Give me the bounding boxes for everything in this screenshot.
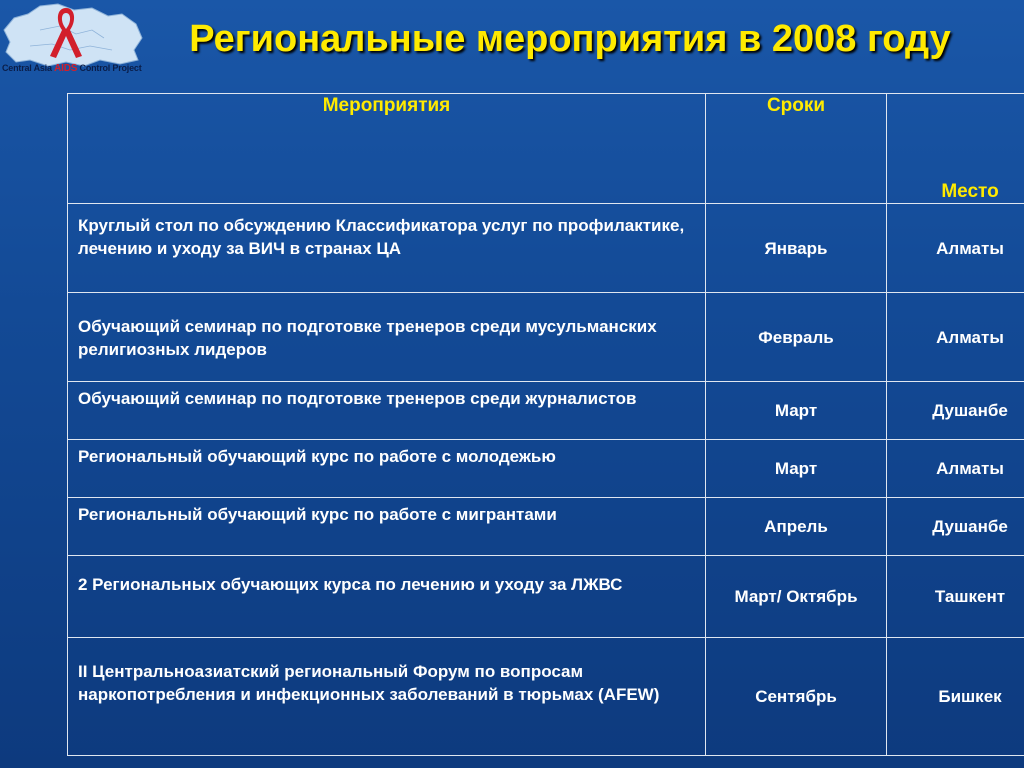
- header-dates: Сроки: [706, 94, 887, 204]
- header-place: Место: [887, 94, 1024, 204]
- date-cell: Март: [706, 440, 887, 498]
- place-cell: Ташкент: [887, 556, 1024, 638]
- event-cell: Региональный обучающий курс по работе с мигрантами: [68, 498, 706, 556]
- table-row: [68, 293, 1024, 382]
- place-cell: Душанбе: [887, 382, 1024, 440]
- date-cell: Март/ Октябрь: [706, 556, 887, 638]
- table-row: [68, 498, 1024, 556]
- place-cell: Бишкек: [887, 638, 1024, 756]
- date-cell: Сентябрь: [706, 638, 887, 756]
- place-cell: Алматы: [887, 204, 1024, 293]
- date-cell: Март: [706, 382, 887, 440]
- header-events: Мероприятия: [68, 94, 706, 204]
- table-row: [68, 556, 1024, 638]
- event-cell: 2 Региональных обучающих курса по лечению и уходу за ЛЖВС: [68, 556, 706, 638]
- event-cell: Обучающий семинар по подготовке тренеров среди журналистов: [68, 382, 706, 440]
- table-header-row: [68, 94, 1024, 204]
- place-cell: Душанбе: [887, 498, 1024, 556]
- page-title: Региональные мероприятия в 2008 году: [189, 18, 951, 60]
- logo: [0, 0, 148, 84]
- place-cell: Алматы: [887, 293, 1024, 382]
- logo-caption-prefix: Central Asia: [2, 63, 52, 73]
- events-table: [67, 93, 1024, 756]
- table-row: [68, 382, 1024, 440]
- date-cell: Апрель: [706, 498, 887, 556]
- date-cell: Январь: [706, 204, 887, 293]
- place-cell: Алматы: [887, 440, 1024, 498]
- logo-caption-aids: AIDS: [54, 63, 78, 74]
- date-cell: Февраль: [706, 293, 887, 382]
- event-cell: Обучающий семинар по подготовке тренеров среди мусульманских религиозных лидеров: [68, 293, 706, 382]
- event-cell: Региональный обучающий курс по работе с молодежью: [68, 440, 706, 498]
- table-row: [68, 204, 1024, 293]
- logo-caption: [2, 63, 142, 74]
- table-row: [68, 638, 1024, 756]
- table-row: [68, 440, 1024, 498]
- event-cell: Круглый стол по обсуждению Классификатора услуг по профилактике, лечению и уходу за ВИЧ в странах ЦА: [68, 204, 706, 293]
- event-cell: II Центральноазиатский региональный Форум по вопросам наркопотребления и инфекционных заболеваний в тюрьмах (AFEW): [68, 638, 706, 756]
- logo-caption-suffix: Control Project: [79, 63, 142, 73]
